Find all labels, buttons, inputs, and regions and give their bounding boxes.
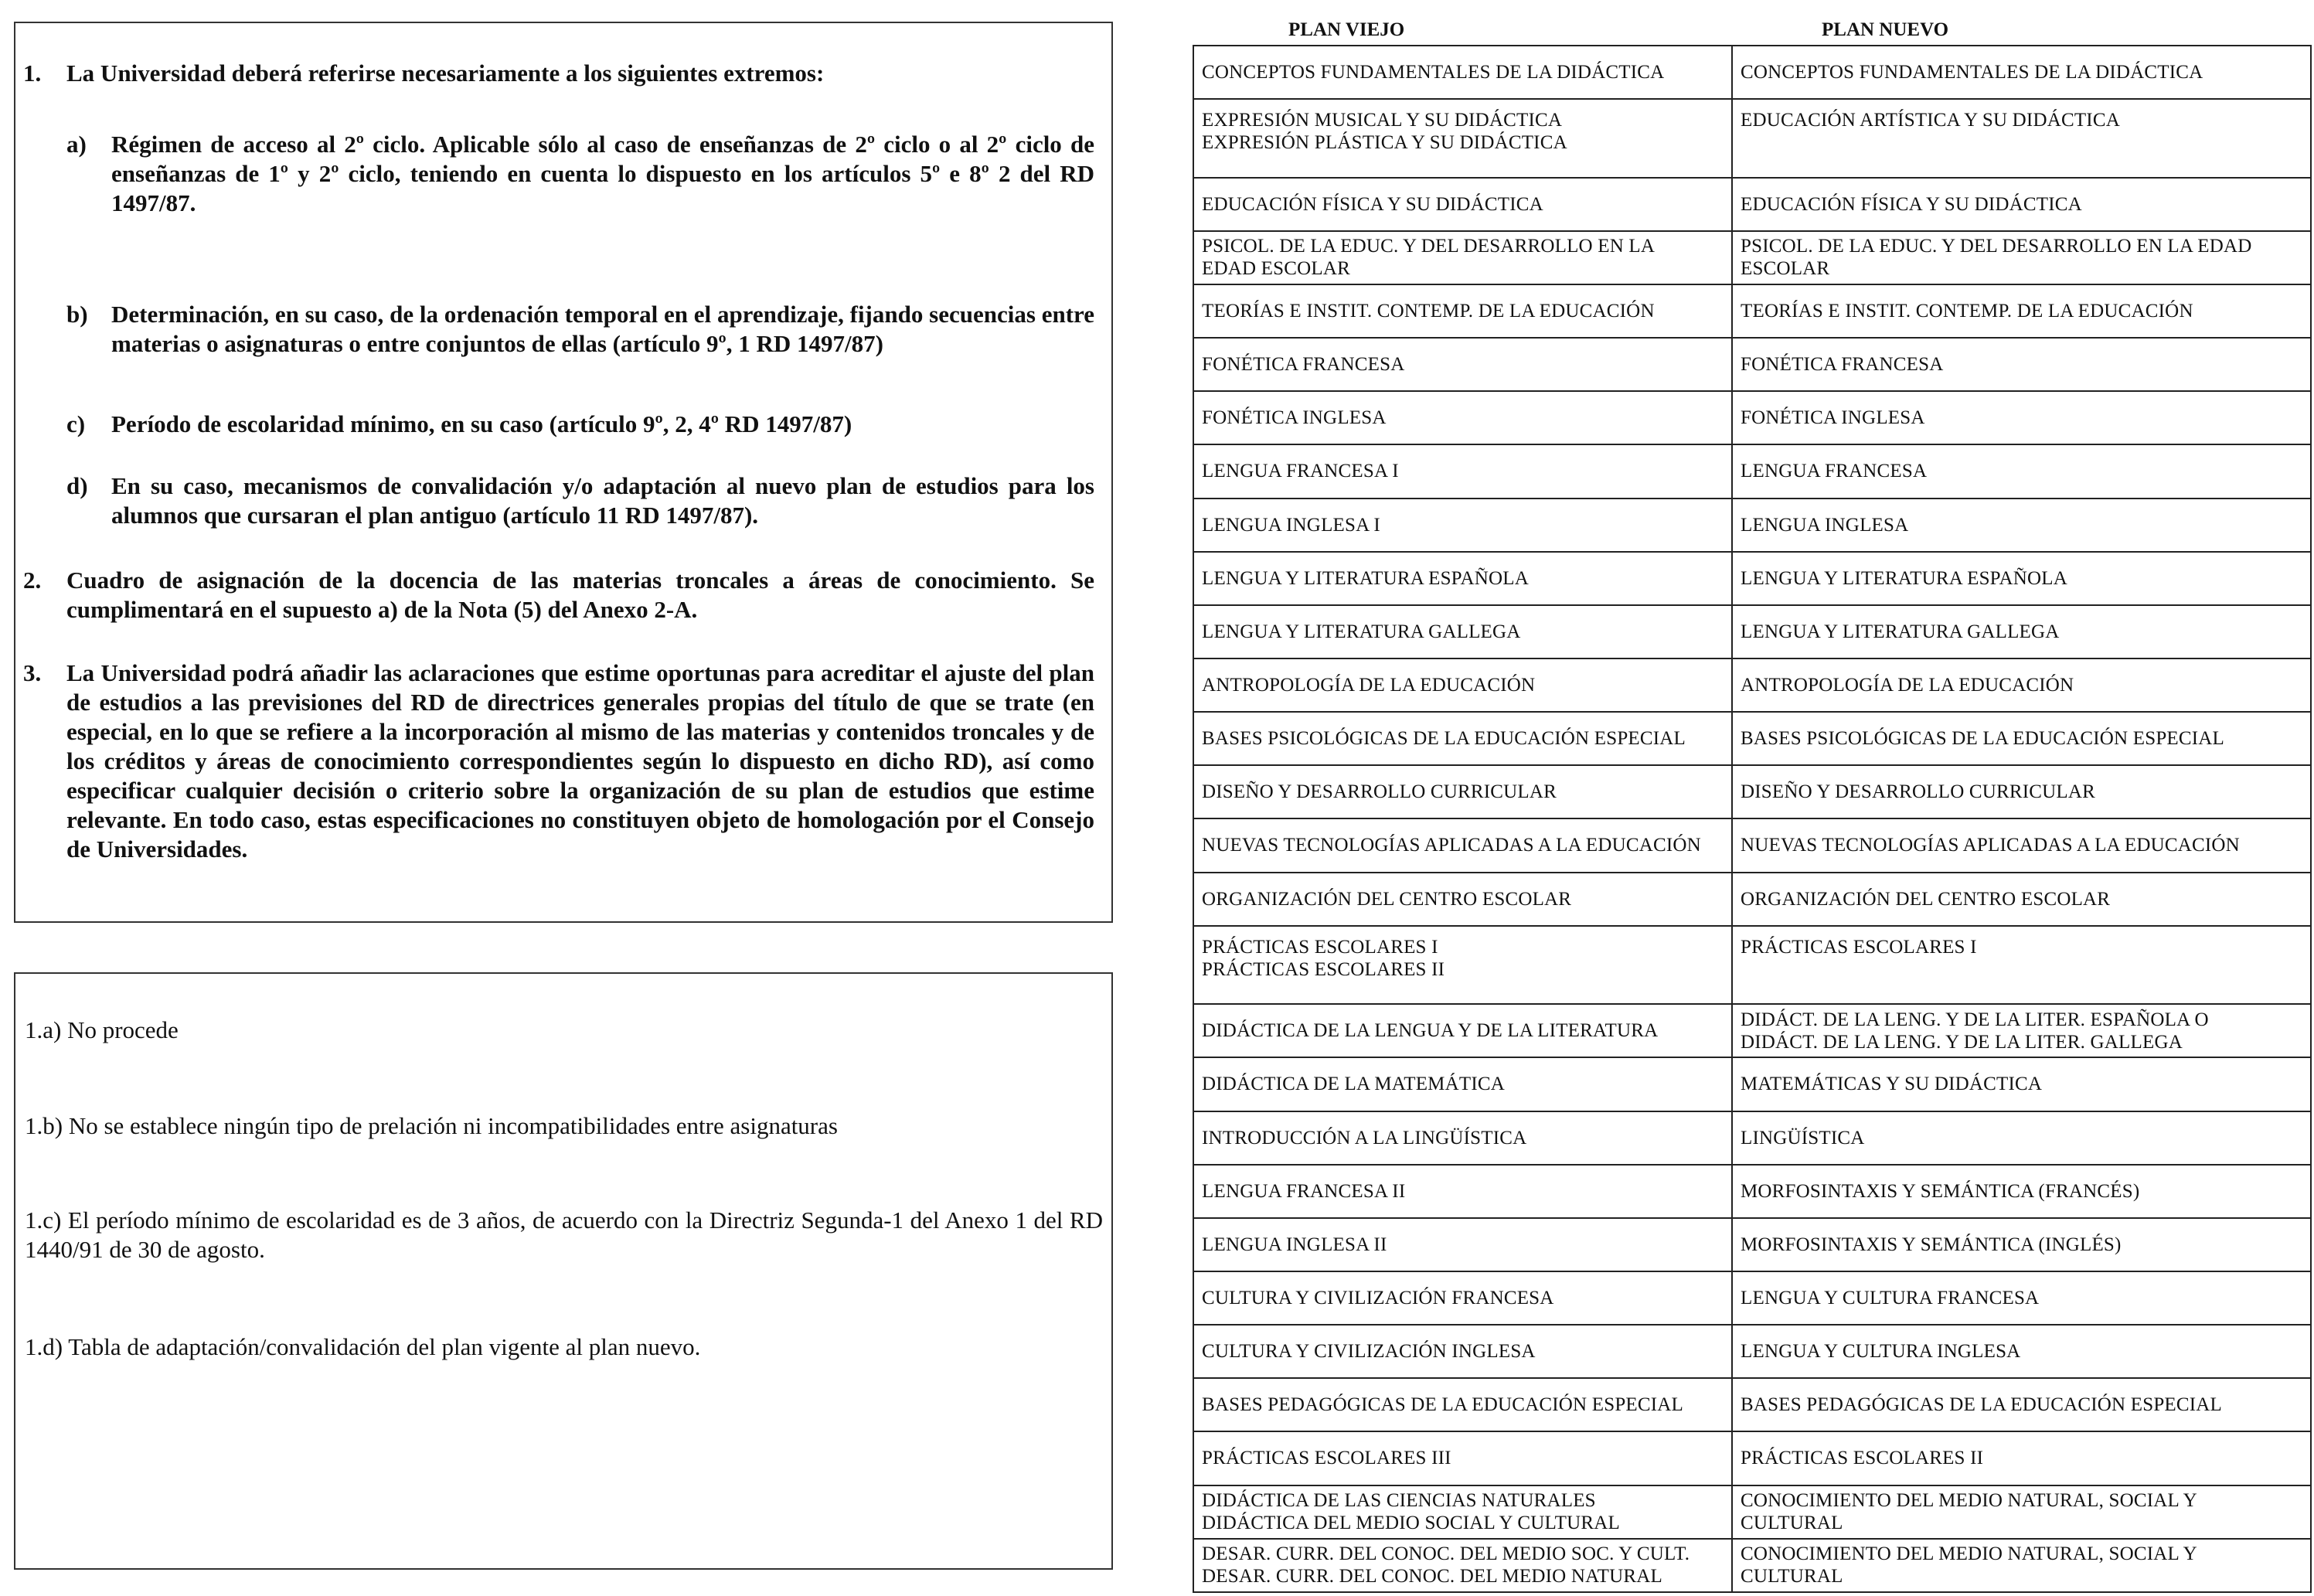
plan-viejo-cell	[1193, 658, 1732, 712]
plan-viejo-cell	[1193, 284, 1732, 338]
new-subject-line-2: ESCOLAR	[1741, 258, 1830, 280]
table-row	[1193, 1325, 2311, 1378]
plan-viejo-cell	[1193, 99, 1732, 178]
item-1c-text: Período de escolaridad mínimo, en su caso (artículo 9º, 2, 4º RD 1497/87)	[111, 410, 852, 437]
plan-nuevo-cell	[1732, 926, 2311, 1005]
plan-nuevo-cell	[1732, 1378, 2311, 1431]
old-subject-line-1: FONÉTICA FRANCESA	[1202, 354, 1405, 376]
new-subject-line-1: ORGANIZACIÓN DEL CENTRO ESCOLAR	[1741, 888, 2111, 910]
old-subject-line-1: BASES PSICOLÓGICAS DE LA EDUCACIÓN ESPECIAL	[1202, 728, 1686, 750]
table-row	[1193, 1485, 2311, 1539]
plan-nuevo-cell	[1732, 99, 2311, 178]
instructions-box	[14, 22, 1113, 923]
plan-nuevo-cell	[1732, 46, 2311, 99]
plan-viejo-cell	[1193, 1165, 1732, 1218]
new-subject-line-1: PRÁCTICAS ESCOLARES I	[1741, 936, 1977, 958]
table-row	[1193, 552, 2311, 605]
table-row	[1193, 231, 2311, 284]
new-subject-line-2: CULTURAL	[1741, 1566, 1843, 1587]
plan-nuevo-cell	[1732, 1111, 2311, 1165]
table-row	[1193, 818, 2311, 872]
old-subject-line-1: BASES PEDAGÓGICAS DE LA EDUCACIÓN ESPECIAL	[1202, 1394, 1684, 1416]
old-subject-line-1: DIDÁCTICA DE LAS CIENCIAS NATURALES	[1202, 1490, 1596, 1512]
item-2-number: 2.	[23, 567, 42, 594]
header-plan-nuevo: PLAN NUEVO	[1822, 19, 1949, 40]
answers-box	[14, 972, 1113, 1570]
plan-nuevo-cell	[1732, 1165, 2311, 1218]
new-subject-line-1: LENGUA Y LITERATURA GALLEGA	[1741, 621, 2060, 642]
plan-viejo-cell	[1193, 1378, 1732, 1431]
table-row	[1193, 1271, 2311, 1325]
new-subject-line-1: CONCEPTOS FUNDAMENTALES DE LA DIDÁCTICA	[1741, 62, 2203, 83]
new-subject-line-1: PSICOL. DE LA EDUC. Y DEL DESARROLLO EN LA EDAD	[1741, 236, 2252, 257]
new-subject-line-1: CONOCIMIENTO DEL MEDIO NATURAL, SOCIAL Y	[1741, 1490, 2197, 1512]
plan-viejo-cell	[1193, 552, 1732, 605]
plan-viejo-cell	[1193, 499, 1732, 552]
new-subject-line-1: LENGUA Y CULTURA FRANCESA	[1741, 1288, 2040, 1308]
old-subject-line-1: INTRODUCCIÓN A LA LINGÜÍSTICA	[1202, 1127, 1527, 1149]
plan-viejo-cell	[1193, 818, 1732, 872]
item-1d-label: d)	[66, 472, 88, 499]
item-1-text: La Universidad deberá referirse necesariamente a los siguientes extremos:	[66, 60, 825, 87]
old-subject-line-1: CULTURA Y CIVILIZACIÓN INGLESA	[1202, 1341, 1536, 1363]
table-row	[1193, 391, 2311, 444]
item-1c-label: c)	[66, 410, 86, 437]
old-subject-line-1: PRÁCTICAS ESCOLARES I	[1202, 936, 1438, 958]
old-subject-line-2: DIDÁCTICA DEL MEDIO SOCIAL Y CULTURAL	[1202, 1513, 1620, 1534]
plan-nuevo-cell	[1732, 658, 2311, 712]
plan-viejo-cell	[1193, 1539, 1732, 1592]
old-subject-line-1: DIDÁCTICA DE LA LENGUA Y DE LA LITERATURA	[1202, 1020, 1659, 1042]
plan-viejo-cell	[1193, 1325, 1732, 1378]
old-subject-line-1: DIDÁCTICA DE LA MATEMÁTICA	[1202, 1074, 1505, 1095]
new-subject-line-1: EDUCACIÓN FÍSICA Y SU DIDÁCTICA	[1741, 193, 2082, 215]
plan-viejo-cell	[1193, 391, 1732, 444]
plan-nuevo-cell	[1732, 1539, 2311, 1592]
plan-viejo-cell	[1193, 1431, 1732, 1485]
table-row	[1193, 99, 2311, 178]
table-row	[1193, 1539, 2311, 1592]
new-subject-line-1: LENGUA FRANCESA	[1741, 461, 1928, 482]
old-subject-line-1: LENGUA INGLESA II	[1202, 1234, 1387, 1255]
new-subject-line-1: BASES PSICOLÓGICAS DE LA EDUCACIÓN ESPECIAL	[1741, 728, 2225, 750]
old-subject-line-1: DISEÑO Y DESARROLLO CURRICULAR	[1202, 781, 1557, 803]
plan-viejo-cell	[1193, 873, 1732, 926]
plan-nuevo-cell	[1732, 499, 2311, 552]
new-subject-line-1: LENGUA INGLESA	[1741, 514, 1909, 536]
old-subject-line-1: CULTURA Y CIVILIZACIÓN FRANCESA	[1202, 1288, 1554, 1308]
new-subject-line-1: PRÁCTICAS ESCOLARES II	[1741, 1448, 1984, 1469]
table-row	[1193, 178, 2311, 231]
new-subject-line-1: CONOCIMIENTO DEL MEDIO NATURAL, SOCIAL Y	[1741, 1543, 2197, 1565]
old-subject-line-1: ANTROPOLOGÍA DE LA EDUCACIÓN	[1202, 675, 1536, 696]
old-subject-line-1: PRÁCTICAS ESCOLARES III	[1202, 1448, 1451, 1469]
new-subject-line-1: NUEVAS TECNOLOGÍAS APLICADAS A LA EDUCACIÓN	[1741, 835, 2240, 856]
table-row	[1193, 1111, 2311, 1165]
table-row	[1193, 1431, 2311, 1485]
old-subject-line-1: CONCEPTOS FUNDAMENTALES DE LA DIDÁCTICA	[1202, 62, 1665, 83]
new-subject-line-1: FONÉTICA FRANCESA	[1741, 354, 1944, 376]
plan-viejo-cell	[1193, 1111, 1732, 1165]
table-row	[1193, 499, 2311, 552]
table-row	[1193, 1218, 2311, 1271]
new-subject-line-1: MATEMÁTICAS Y SU DIDÁCTICA	[1741, 1074, 2043, 1095]
new-subject-line-1: MORFOSINTAXIS Y SEMÁNTICA (INGLÉS)	[1741, 1234, 2122, 1255]
plan-nuevo-cell	[1732, 605, 2311, 658]
table-row	[1193, 1057, 2311, 1111]
table-row	[1193, 605, 2311, 658]
plan-nuevo-cell	[1732, 178, 2311, 231]
table-row	[1193, 765, 2311, 818]
header-plan-viejo: PLAN VIEJO	[1288, 19, 1405, 40]
old-subject-line-1: LENGUA Y LITERATURA ESPAÑOLA	[1202, 567, 1529, 589]
table-row	[1193, 712, 2311, 765]
item-1d-text: En su caso, mecanismos de convalidación y/o adaptación al nuevo plan de estudios para los alumnos que cursaran el plan antiguo (artículo 11 RD 1497/87).	[111, 472, 1094, 529]
item-1a-label: a)	[66, 131, 87, 158]
item-3-text: La Universidad podrá añadir las aclaraciones que estime oportunas para acreditar el ajuste del plan de estudios a las previsiones del RD de directrices generales propias del título de que se trate (en especial, en lo que se refiere a la incorporación al mismo de las materias y contenidos troncales y de los créditos y áreas de conocimiento correspondientes según lo dispuesto en dicho RD), así como especificar cualquier decisión o criterio sobre la organización de su plan de estudios que estime relevante. En todo caso, estas especificaciones no constituyen objeto de homologación por el Consejo de Universidades.	[66, 659, 1094, 863]
old-subject-line-1: LENGUA FRANCESA II	[1202, 1180, 1406, 1202]
plan-viejo-cell	[1193, 178, 1732, 231]
table-row	[1193, 873, 2311, 926]
plan-nuevo-cell	[1732, 765, 2311, 818]
plan-nuevo-cell	[1732, 1057, 2311, 1111]
plan-viejo-cell	[1193, 1057, 1732, 1111]
old-subject-line-1: NUEVAS TECNOLOGÍAS APLICADAS A LA EDUCACIÓN	[1202, 835, 1701, 856]
plan-viejo-cell	[1193, 926, 1732, 1005]
old-subject-line-1: PSICOL. DE LA EDUC. Y DEL DESARROLLO EN LA	[1202, 236, 1656, 257]
table-row	[1193, 1378, 2311, 1431]
plan-nuevo-cell	[1732, 1218, 2311, 1271]
new-subject-line-1: FONÉTICA INGLESA	[1741, 407, 1925, 429]
old-subject-line-2: EXPRESIÓN PLÁSTICA Y SU DIDÁCTICA	[1202, 132, 1567, 154]
plan-nuevo-cell	[1732, 712, 2311, 765]
plan-viejo-cell	[1193, 712, 1732, 765]
old-subject-line-1: TEORÍAS E INSTIT. CONTEMP. DE LA EDUCACIÓN	[1202, 301, 1655, 322]
plan-nuevo-cell	[1732, 444, 2311, 498]
plan-nuevo-cell	[1732, 1485, 2311, 1539]
table-row	[1193, 444, 2311, 498]
old-subject-line-1: LENGUA INGLESA I	[1202, 514, 1380, 536]
table-row	[1193, 46, 2311, 99]
new-subject-line-2: DIDÁCT. DE LA LENG. Y DE LA LITER. GALLEGA	[1741, 1031, 2183, 1053]
plan-viejo-cell	[1193, 1271, 1732, 1325]
table-row	[1193, 1004, 2311, 1057]
plan-nuevo-cell	[1732, 284, 2311, 338]
table-row	[1193, 658, 2311, 712]
plan-nuevo-cell	[1732, 1431, 2311, 1485]
table-row	[1193, 1165, 2311, 1218]
table-row	[1193, 926, 2311, 1005]
table-row	[1193, 338, 2311, 391]
adaptation-table-region	[1193, 19, 2310, 1593]
plan-nuevo-cell	[1732, 338, 2311, 391]
answer-1d: 1.d) Tabla de adaptación/convalidación del plan vigente al plan nuevo.	[25, 1333, 701, 1360]
item-3-number: 3.	[23, 659, 42, 686]
old-subject-line-1: EXPRESIÓN MUSICAL Y SU DIDÁCTICA	[1202, 110, 1563, 131]
plan-viejo-cell	[1193, 1218, 1732, 1271]
plan-nuevo-cell	[1732, 1325, 2311, 1378]
plan-nuevo-cell	[1732, 552, 2311, 605]
new-subject-line-1: LINGÜÍSTICA	[1741, 1127, 1865, 1149]
old-subject-line-2: EDAD ESCOLAR	[1202, 258, 1350, 280]
plan-nuevo-cell	[1732, 818, 2311, 872]
adaptation-table	[1193, 45, 2312, 1593]
old-subject-line-1: FONÉTICA INGLESA	[1202, 407, 1387, 429]
plan-nuevo-cell	[1732, 231, 2311, 284]
old-subject-line-2: PRÁCTICAS ESCOLARES II	[1202, 958, 1445, 980]
new-subject-line-1: EDUCACIÓN ARTÍSTICA Y SU DIDÁCTICA	[1741, 110, 2120, 131]
item-1a-text: Régimen de acceso al 2º ciclo. Aplicable sólo al caso de enseñanzas de 2º ciclo o al 2º ciclo de enseñanzas de 1º y 2º ciclo, teniendo en cuenta lo dispuesto en los artículos 5º e 8º 2 del RD 1497/87.	[111, 131, 1094, 216]
new-subject-line-1: TEORÍAS E INSTIT. CONTEMP. DE LA EDUCACIÓN	[1741, 301, 2193, 322]
table-row	[1193, 284, 2311, 338]
plan-nuevo-cell	[1732, 1271, 2311, 1325]
old-subject-line-1: EDUCACIÓN FÍSICA Y SU DIDÁCTICA	[1202, 193, 1543, 215]
item-1-number: 1.	[23, 60, 42, 87]
old-subject-line-2: DESAR. CURR. DEL CONOC. DEL MEDIO NATURAL	[1202, 1566, 1662, 1587]
old-subject-line-1: LENGUA FRANCESA I	[1202, 461, 1399, 482]
answer-1c: 1.c) El período mínimo de escolaridad es de 3 años, de acuerdo con la Directriz Segunda-1 del Anexo 1 del RD 1440/91 de 30 de agosto.	[25, 1206, 1103, 1263]
plan-nuevo-cell	[1732, 1004, 2311, 1057]
item-2-text: Cuadro de asignación de la docencia de las materias troncales a áreas de conocimiento. Se cumplimentará en el supuesto a) de la Nota (5) del Anexo 2-A.	[66, 567, 1094, 623]
plan-viejo-cell	[1193, 338, 1732, 391]
answer-1a: 1.a) No procede	[25, 1016, 179, 1043]
new-subject-line-1: BASES PEDAGÓGICAS DE LA EDUCACIÓN ESPECIAL	[1741, 1394, 2223, 1416]
plan-nuevo-cell	[1732, 873, 2311, 926]
old-subject-line-1: DESAR. CURR. DEL CONOC. DEL MEDIO SOC. Y CULT.	[1202, 1543, 1690, 1565]
new-subject-line-1: MORFOSINTAXIS Y SEMÁNTICA (FRANCÉS)	[1741, 1180, 2140, 1202]
plan-viejo-cell	[1193, 605, 1732, 658]
old-subject-line-1: LENGUA Y LITERATURA GALLEGA	[1202, 621, 1521, 642]
plan-nuevo-cell	[1732, 391, 2311, 444]
item-1b-label: b)	[66, 301, 88, 328]
plan-viejo-cell	[1193, 231, 1732, 284]
answer-1b: 1.b) No se establece ningún tipo de prelación ni incompatibilidades entre asignaturas	[25, 1112, 838, 1139]
plan-viejo-cell	[1193, 444, 1732, 498]
item-1b-text: Determinación, en su caso, de la ordenación temporal en el aprendizaje, fijando secuencias entre materias o asignaturas o entre conjuntos de ellas (artículo 9º, 1 RD 1497/87)	[111, 301, 1094, 357]
plan-viejo-cell	[1193, 1004, 1732, 1057]
new-subject-line-1: ANTROPOLOGÍA DE LA EDUCACIÓN	[1741, 675, 2074, 696]
plan-viejo-cell	[1193, 765, 1732, 818]
old-subject-line-1: ORGANIZACIÓN DEL CENTRO ESCOLAR	[1202, 888, 1572, 910]
plan-viejo-cell	[1193, 1485, 1732, 1539]
plan-viejo-cell	[1193, 46, 1732, 99]
new-subject-line-1: LENGUA Y CULTURA INGLESA	[1741, 1341, 2021, 1363]
new-subject-line-2: CULTURAL	[1741, 1513, 1843, 1534]
new-subject-line-1: LENGUA Y LITERATURA ESPAÑOLA	[1741, 567, 2067, 589]
new-subject-line-1: DISEÑO Y DESARROLLO CURRICULAR	[1741, 781, 2096, 803]
new-subject-line-1: DIDÁCT. DE LA LENG. Y DE LA LITER. ESPAÑOLA O	[1741, 1009, 2209, 1030]
